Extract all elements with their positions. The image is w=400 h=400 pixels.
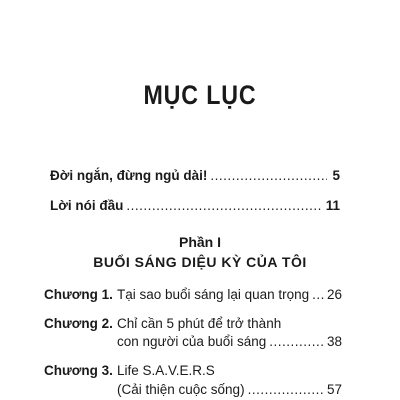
chapter-page: 38 xyxy=(326,334,342,349)
chapter-2-title-line-1 xyxy=(117,316,342,331)
dot-leader xyxy=(269,334,324,349)
toc-entry-preface xyxy=(50,198,340,213)
toc-entry-page: 5 xyxy=(332,168,340,183)
chapter-3-title-line-1 xyxy=(117,363,342,378)
toc-entry-title: Đời ngắn, đừng ngủ dài! xyxy=(50,168,208,183)
dot-leader xyxy=(248,382,324,397)
chapter-title-text: con người của buổi sáng xyxy=(117,334,267,349)
chapter-page: 26 xyxy=(326,287,342,302)
chapter-title-text: Life S.A.V.E.R.S xyxy=(117,363,215,378)
chapter-3-label: Chương 3. xyxy=(44,363,113,378)
chapter-title-text: Tại sao buổi sáng lại quan trọng xyxy=(117,287,310,302)
chapter-3-title-line-2 xyxy=(117,382,342,397)
chapter-2-title-line-2 xyxy=(117,334,342,349)
chapter-title-text: (Cải thiện cuộc sống) xyxy=(117,382,245,397)
chapter-1-title-line xyxy=(117,287,342,302)
page-title: MỤC LỤC xyxy=(143,80,257,110)
part-label: Phần I xyxy=(178,234,221,250)
chapter-1-label: Chương 1. xyxy=(44,287,113,302)
chapter-2-label: Chương 2. xyxy=(44,316,113,331)
toc-entry-page: 11 xyxy=(325,198,340,213)
part-title: BUỔI SÁNG DIỆU KỲ CỦA TÔI xyxy=(93,254,307,270)
dot-leader xyxy=(312,287,324,302)
toc-entry-foreword-quote xyxy=(50,168,340,183)
dot-leader xyxy=(210,168,327,183)
dot-leader xyxy=(126,198,322,213)
chapter-page: 57 xyxy=(326,382,342,397)
chapter-title-text: Chỉ cần 5 phút để trở thành xyxy=(117,316,282,331)
toc-entry-title: Lời nói đầu xyxy=(50,198,124,213)
